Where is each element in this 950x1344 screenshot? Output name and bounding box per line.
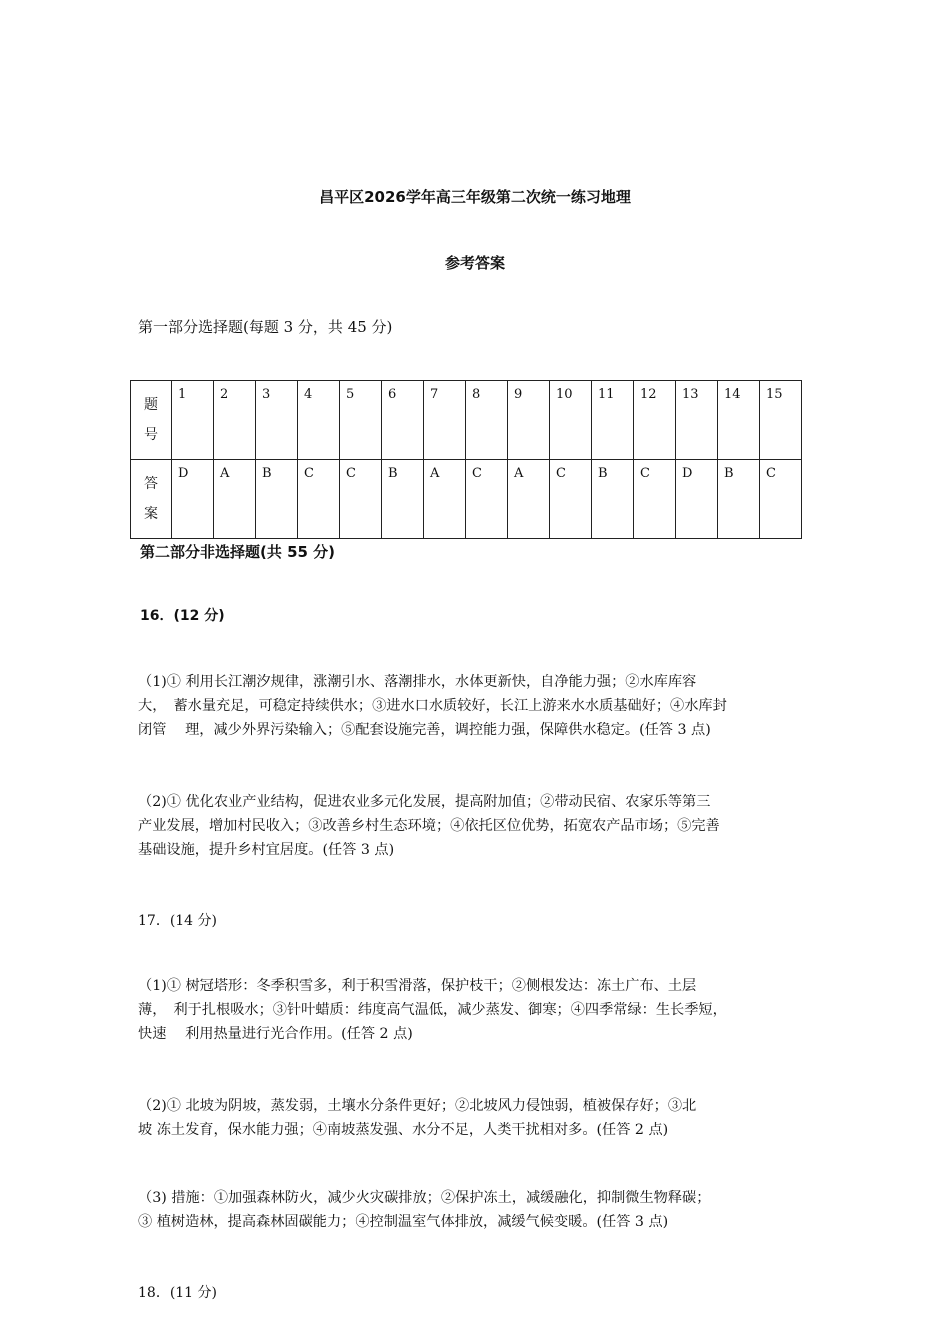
answer-cell: B <box>382 460 424 539</box>
question-number-cell: 7 <box>424 381 466 460</box>
part1-heading: 第一部分选择题(每题 3 分，共 45 分) <box>138 318 393 336</box>
q17-answer-1 <box>138 974 818 1046</box>
answer-line: 坡 冻土发育，保水能力强；④南坡蒸发强、水分不足，人类干扰相对多。(任答 2 点) <box>138 1122 669 1138</box>
part2-heading: 第二部分非选择题(共 55 分) <box>140 543 336 561</box>
question-number-cell: 9 <box>508 381 550 460</box>
answer-line: （1)① 树冠塔形：冬季积雪多，利于积雪滑落，保护枝干；②侧根发达：冻土广布、土层 <box>138 978 697 994</box>
answer-line: （1)① 利用长江潮汐规律，涨潮引水、落潮排水，水体更新快，自净能力强；②水库库容 <box>138 674 697 690</box>
question-number-cell: 13 <box>676 381 718 460</box>
question-number-cell: 11 <box>592 381 634 460</box>
question-17-title: 17．(14 分) <box>138 913 218 929</box>
answer-table <box>130 380 802 539</box>
question-number-cell: 6 <box>382 381 424 460</box>
answer-cell: B <box>592 460 634 539</box>
answer-cell: B <box>256 460 298 539</box>
row-label-number <box>131 381 172 460</box>
answer-line: ③ 植树造林，提高森林固碳能力；④控制温室气体排放，减缓气候变暖。(任答 3 点) <box>138 1214 669 1230</box>
q17-answer-2 <box>138 1094 818 1142</box>
q17-answer-3 <box>138 1186 818 1234</box>
answer-line: 薄， 利于扎根吸水；③针叶蜡质：纬度高气温低，减少蒸发、御寒；④四季常绿：生长季短， <box>138 1002 727 1018</box>
question-16-title: 16．(12 分) <box>140 608 225 624</box>
document-subtitle: 参考答案 <box>444 254 505 272</box>
answer-line: 基础设施，提升乡村宜居度。(任答 3 点) <box>138 842 395 858</box>
answer-cell: C <box>340 460 382 539</box>
answer-line: （2)① 北坡为阴坡，蒸发弱，土壤水分条件更好；②北坡风力侵蚀弱，植被保存好；③北 <box>138 1098 697 1114</box>
question-number-cell: 12 <box>634 381 676 460</box>
question-number-cell: 4 <box>298 381 340 460</box>
question-number-cell: 8 <box>466 381 508 460</box>
q16-answer-2 <box>138 790 818 862</box>
row-label-char: 题 <box>144 397 158 413</box>
row-label-char: 案 <box>144 506 158 522</box>
answer-cell: D <box>676 460 718 539</box>
answer-line: 产业发展，增加村民收入；③改善乡村生态环境；④依托区位优势，拓宽农产品市场；⑤完善 <box>138 818 720 834</box>
question-number-cell: 1 <box>172 381 214 460</box>
answer-cell: C <box>550 460 592 539</box>
answer-line: 快速 利用热量进行光合作用。(任答 2 点) <box>138 1026 413 1042</box>
answer-cell: B <box>718 460 760 539</box>
row-label-answer <box>131 460 172 539</box>
question-number-row <box>131 381 802 460</box>
document-title: 昌平区2026学年高三年级第二次统一练习地理 <box>319 188 631 206</box>
answer-line: 闭管 理，减少外界污染输入；⑤配套设施完善，调控能力强，保障供水稳定。(任答 3 点) <box>138 722 711 738</box>
row-label-char: 答 <box>144 476 158 492</box>
question-number-cell: 15 <box>760 381 802 460</box>
answer-cell: A <box>508 460 550 539</box>
row-label-char: 号 <box>144 427 158 443</box>
question-18-title: 18．(11 分) <box>138 1285 218 1301</box>
answer-cell: C <box>760 460 802 539</box>
answer-cell: A <box>214 460 256 539</box>
question-number-cell: 3 <box>256 381 298 460</box>
question-number-cell: 14 <box>718 381 760 460</box>
answer-cell: A <box>424 460 466 539</box>
answer-line: （3) 措施：①加强森林防火，减少火灾碳排放；②保护冻土，减缓融化，抑制微生物释碳； <box>138 1190 711 1206</box>
answer-line: （2)① 优化农业产业结构，促进农业多元化发展，提高附加值；②带动民宿、农家乐等第三 <box>138 794 711 810</box>
question-number-cell: 5 <box>340 381 382 460</box>
answer-cell: C <box>298 460 340 539</box>
answer-cell: D <box>172 460 214 539</box>
answer-row <box>131 460 802 539</box>
answer-line: 大， 蓄水量充足，可稳定持续供水；③进水口水质较好，长江上游来水水质基础好；④水库封 <box>138 698 727 714</box>
q16-answer-1 <box>138 670 818 742</box>
answer-cell: C <box>634 460 676 539</box>
question-number-cell: 10 <box>550 381 592 460</box>
question-number-cell: 2 <box>214 381 256 460</box>
answer-cell: C <box>466 460 508 539</box>
